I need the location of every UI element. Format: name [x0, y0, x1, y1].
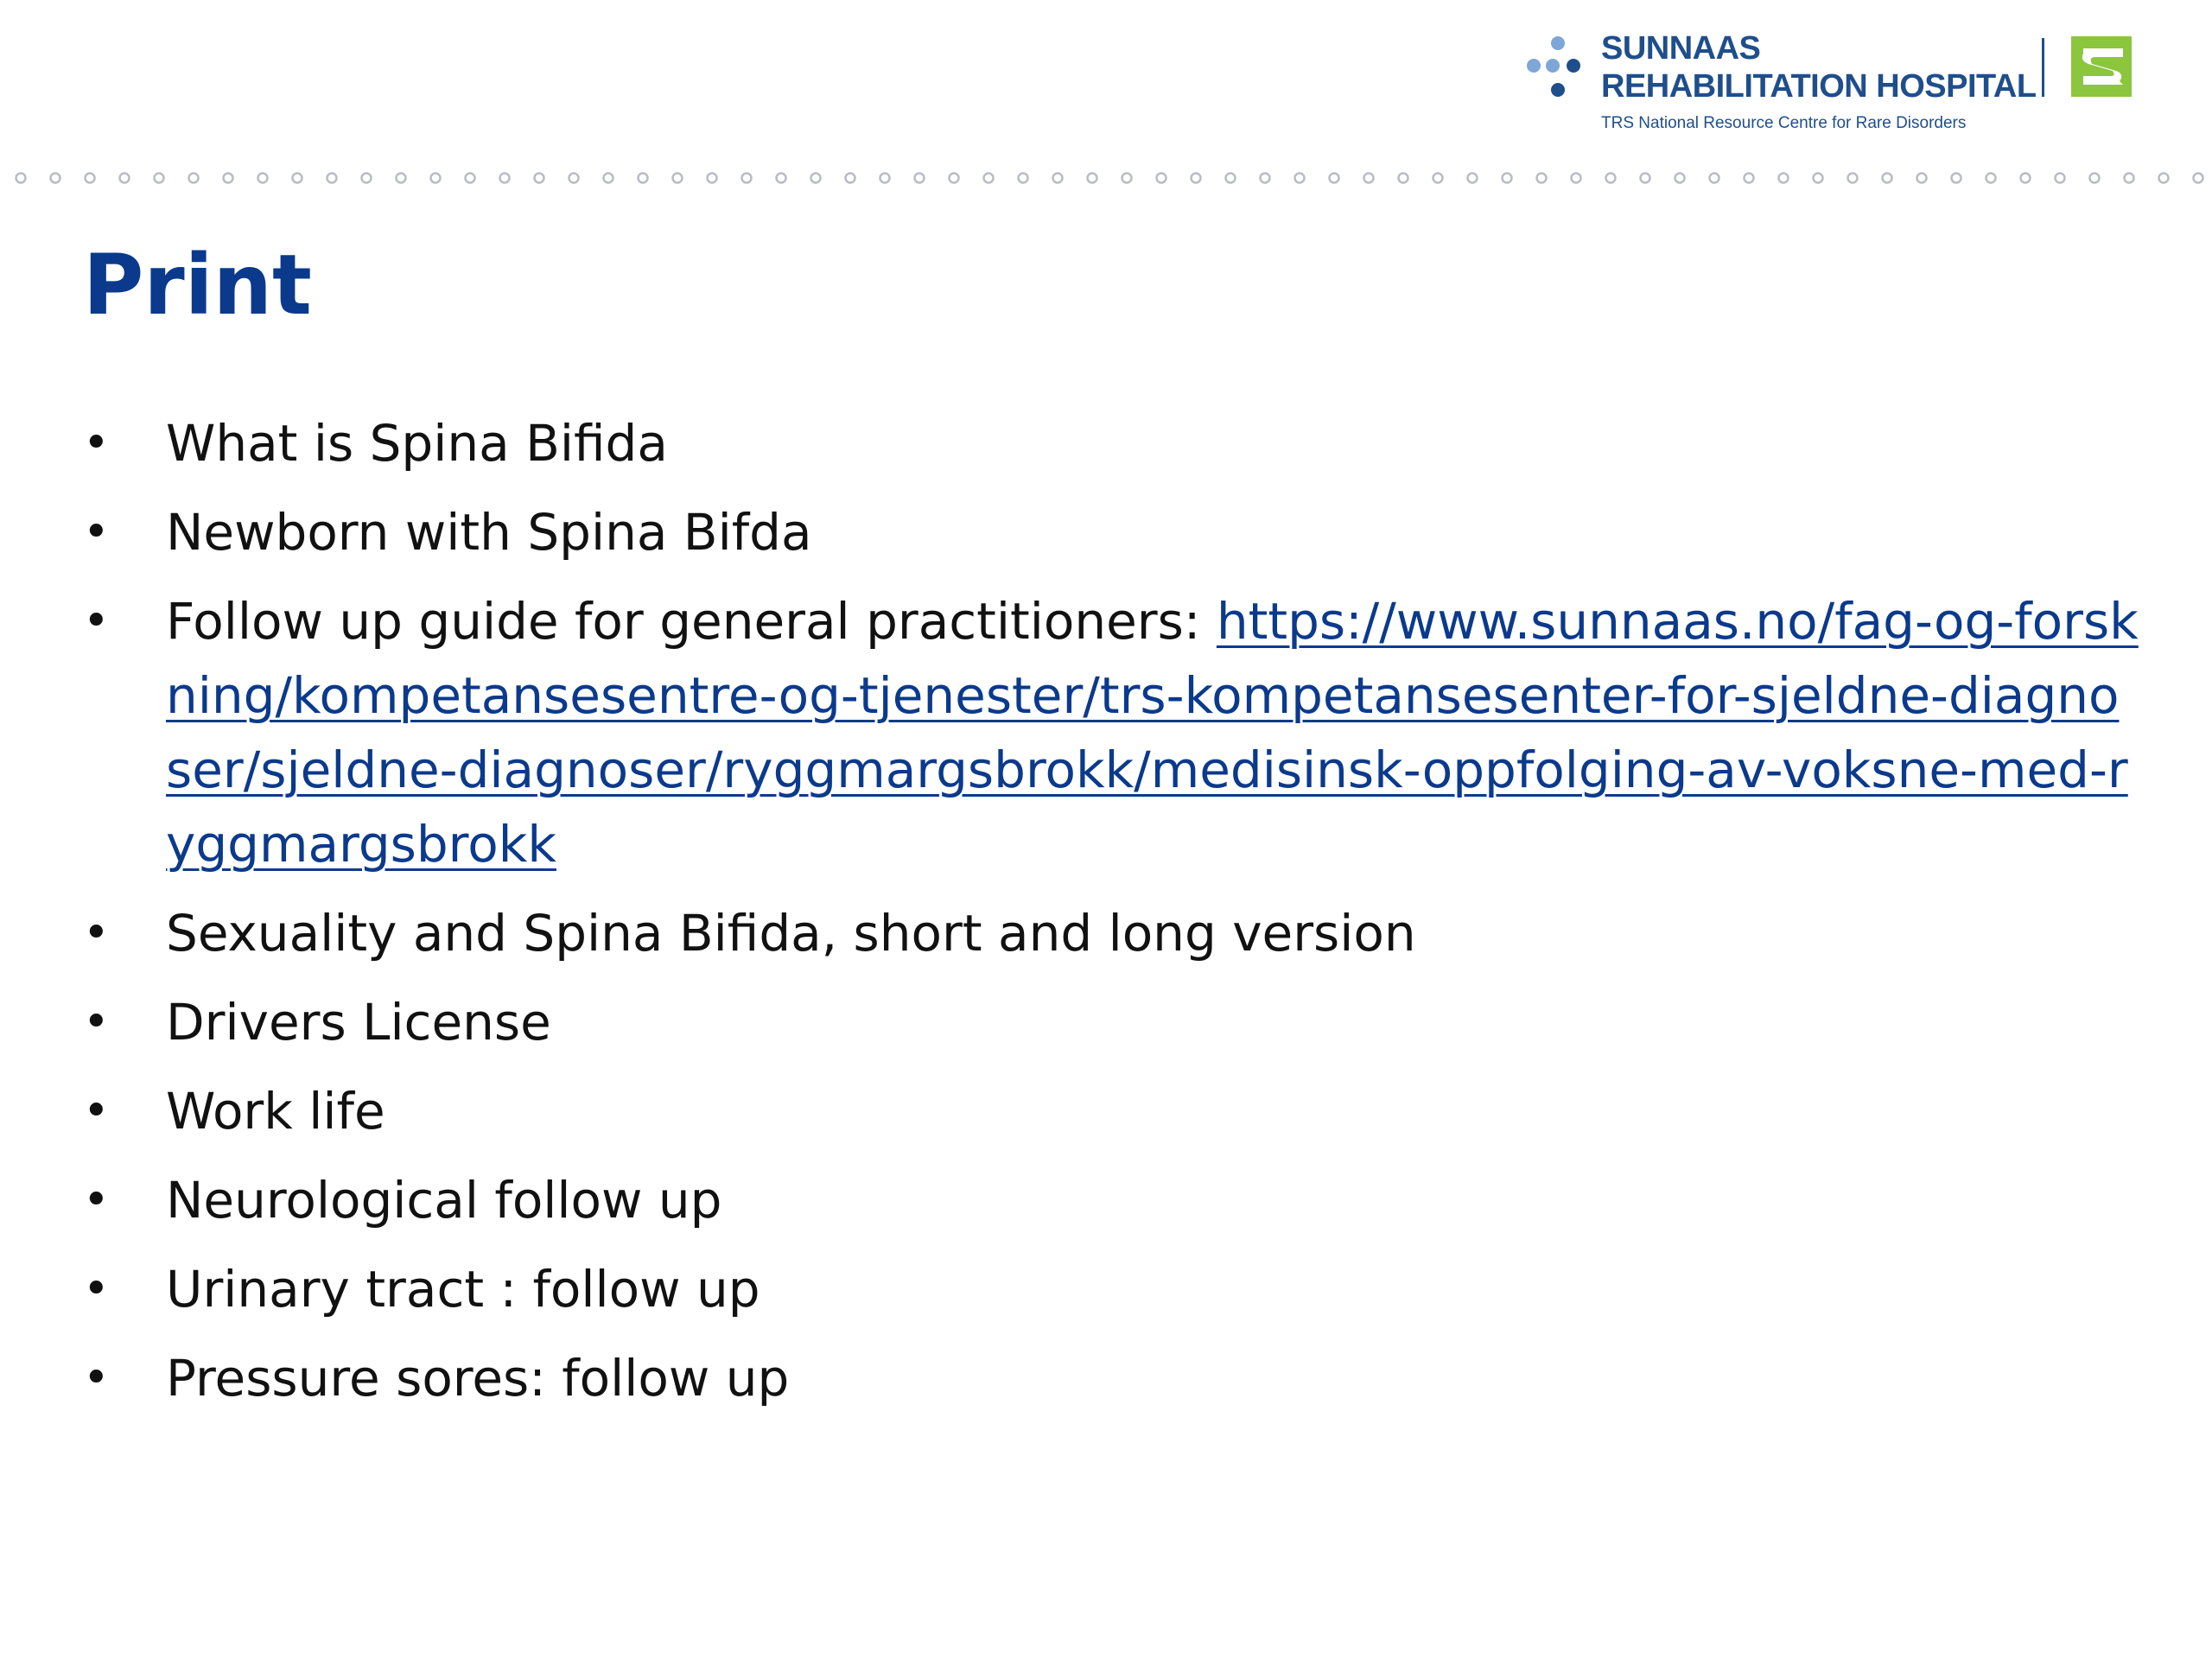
bullet-icon: • — [83, 417, 110, 469]
list-item-text: Pressure sores: follow up — [166, 1349, 790, 1408]
logo-name-line2: REHABILITATION HOSPITAL — [1601, 68, 2037, 105]
bullet-icon: • — [83, 1263, 110, 1315]
list-item — [83, 896, 2139, 970]
logo-mark-icon — [2071, 36, 2132, 97]
list-item — [83, 495, 2139, 569]
list-item — [83, 1074, 2139, 1148]
list-item — [83, 1341, 2139, 1415]
bullet-icon: • — [83, 595, 110, 647]
list-item-text: What is Spina Bifida — [166, 414, 668, 473]
follow-up-guide-link[interactable]: https://www.sunnaas.no/fag-og-forskning/kompetansesentre-og-tjenester/trs-kompetansesenter-for-sjeldne-diagnoser/sjeldne-diagnoser/ryggmargsbrokk/medisinsk-oppfolging-av-voksne-med-ryggmargsbrokk — [166, 592, 2139, 874]
bullet-icon: • — [83, 1174, 110, 1226]
list-item-text: Sexuality and Spina Bifida, short and long version — [166, 904, 1416, 963]
list-item-text: Drivers License — [166, 993, 551, 1052]
logo-name — [1601, 29, 2037, 105]
list-item-text: Work life — [166, 1082, 385, 1141]
list-item — [83, 985, 2139, 1059]
list-item-text: Follow up guide for general practitioners: — [166, 592, 1217, 651]
logo-name-line1: SUNNAAS — [1601, 30, 1761, 67]
bullet-icon: • — [83, 1352, 110, 1404]
list-item — [83, 584, 2139, 881]
bullet-icon: • — [83, 996, 110, 1048]
list-item-text: Urinary tract : follow up — [166, 1260, 760, 1319]
bullet-icon: • — [83, 907, 110, 959]
sunnaas-logo — [1525, 26, 2147, 147]
list-item-text: Newborn with Spina Bifda — [166, 503, 812, 562]
list-item — [83, 406, 2139, 480]
slide-title: Print — [83, 237, 312, 334]
bullet-list — [83, 406, 2139, 1430]
list-item-text: Neurological follow up — [166, 1171, 722, 1230]
logo-subtitle: TRS National Resource Centre for Rare Disorders — [1601, 114, 1967, 132]
list-item — [83, 1252, 2139, 1326]
bullet-icon: • — [83, 1085, 110, 1137]
list-item — [83, 1163, 2139, 1237]
bullet-icon: • — [83, 506, 110, 558]
dotted-separator — [0, 169, 2212, 187]
logo-dots-icon — [1525, 35, 1586, 104]
logo-divider — [2042, 38, 2044, 97]
